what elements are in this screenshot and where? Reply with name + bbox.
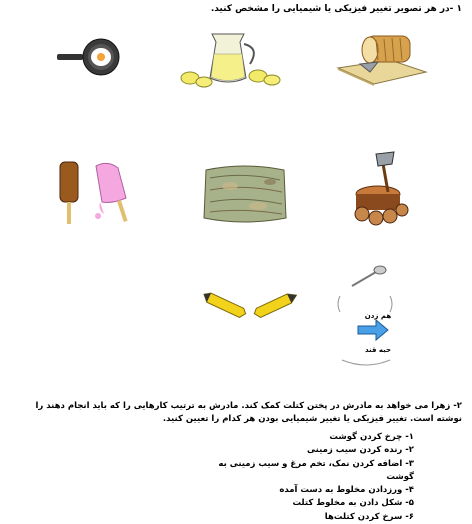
steps-list xyxy=(194,431,414,524)
list-item: ۲- رنده کردن سیب زمینی xyxy=(307,445,414,456)
list-item: ۳- اضافه کردن نمک، تخم مرغ و سیب زمینی به گوشت xyxy=(218,458,414,482)
frying-pan-egg-image xyxy=(55,36,135,80)
list-item: ۶- سرخ کردن کتلت‌ها xyxy=(324,511,414,522)
decaying-log-image xyxy=(200,160,290,230)
list-item: ۵- شکل دادن به مخلوط کتلت xyxy=(292,498,414,509)
lemonade-pitcher-image xyxy=(170,28,290,88)
arrow-label-sugar-cube: حبه قند xyxy=(364,346,392,354)
broken-pencil-image xyxy=(196,290,306,338)
question-2-text: ۲- زهرا می خواهد به مادرش در پختن کتلت کمک کند. مادرش به ترتیب کارهایی را که باید انجام دهند را نوشته است. تغییر فیزیکی یا تغییر شیمیایی بودن هر کدام را تعیین کنید. xyxy=(35,401,462,424)
firewood-axe-image xyxy=(340,148,420,228)
question-1-text: ۱ -در هر تصویر تغییر فیزیکی یا شیمیایی را مشخص کنید. xyxy=(210,4,462,14)
list-item: ۴- ورزدادن مخلوط به دست آمده xyxy=(279,485,414,496)
stirring-sugar-image xyxy=(332,262,402,370)
bread-loaf-image xyxy=(330,28,430,88)
arrow-label-stir: هم زدن xyxy=(364,312,392,320)
list-item: ۱- چرخ کردن گوشت xyxy=(329,432,414,442)
melting-ice-cream-image xyxy=(52,158,142,228)
